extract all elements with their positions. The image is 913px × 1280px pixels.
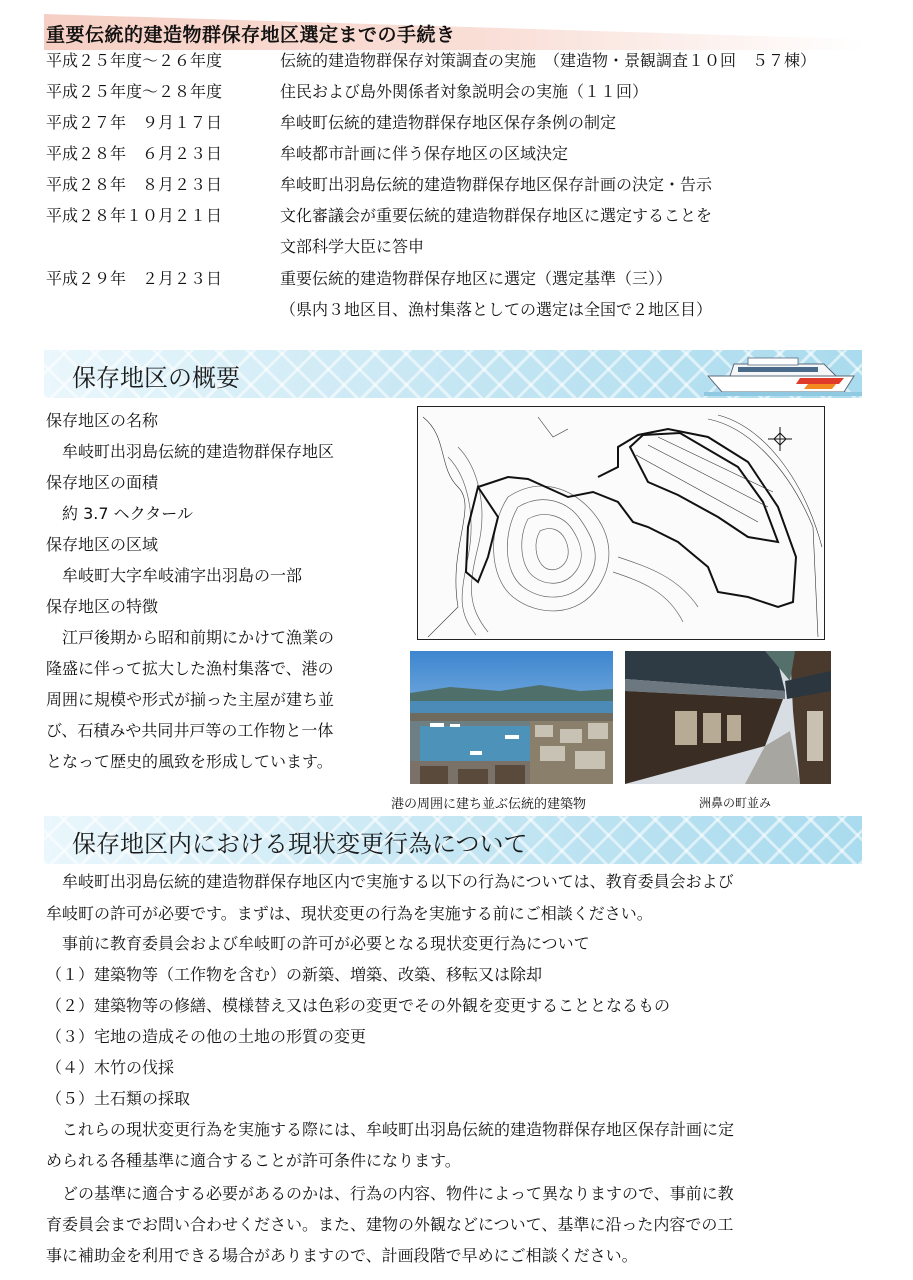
overview-line: 約 3.7 ヘクタール — [46, 504, 193, 523]
timeline-event: 牟岐町出羽島伝統的建造物群保存地区保存計画の決定・告示 — [280, 175, 713, 194]
overview-line: び、石積みや共同井戸等の工作物と一体 — [46, 721, 334, 740]
section-header-procedure — [44, 14, 864, 50]
overview-line: 江戸後期から昭和前期にかけて漁業の — [46, 628, 335, 647]
overview-line: 保存地区の区域 — [46, 535, 159, 554]
timeline-date: 平成２９年 ２月２３日 — [46, 269, 223, 288]
alteration-line: 育委員会までお問い合わせください。また、建物の外観などについて、基準に沿った内容での工 — [46, 1215, 734, 1234]
timeline-event: 牟岐町伝統的建造物群保存地区保存条例の制定 — [280, 113, 617, 132]
timeline-event: 伝統的建造物群保存対策調査の実施 （建造物・景観調査１０回 ５７棟） — [280, 51, 817, 70]
alteration-line: （２）建築物等の修繕、模様替え又は色彩の変更でその外観を変更することとなるもの — [46, 996, 671, 1015]
alteration-line: （１）建築物等（工作物を含む）の新築、増築、改築、移転又は除却 — [46, 965, 543, 984]
harbor-photo-caption: 港の周囲に建ち並ぶ伝統的建築物 — [391, 797, 587, 812]
section-banner-alteration — [44, 816, 862, 864]
overview-line: 保存地区の名称 — [46, 411, 159, 430]
street-photo — [625, 651, 831, 784]
district-map — [417, 406, 825, 640]
timeline-date: 平成２７年 ９月１７日 — [46, 113, 223, 132]
alteration-line: 牟岐町の許可が必要です。まずは、現状変更の行為を実施する前にご相談ください。 — [46, 904, 653, 923]
overview-line: 隆盛に伴って拡大した漁村集落で、港の — [46, 659, 334, 678]
section-title: 保存地区の概要 — [72, 364, 240, 392]
timeline-event: （県内３地区目、漁村集落としての選定は全国で２地区目） — [280, 300, 713, 319]
timeline-date: 平成２５年度～２８年度 — [46, 82, 223, 101]
section-banner-overview — [44, 350, 862, 398]
alteration-line: 事に補助金を利用できる場合がありますので、計画段階で早めにご相談ください。 — [46, 1246, 638, 1265]
alteration-line: （４）木竹の伐採 — [46, 1058, 175, 1077]
alteration-line: （５）土石類の採取 — [46, 1089, 191, 1108]
alteration-line: 事前に教育委員会および牟岐町の許可が必要となる現状変更行為について — [46, 934, 590, 953]
alteration-line: どの基準に適合する必要があるのかは、行為の内容、物件によって異なりますので、事前に教 — [46, 1184, 734, 1203]
timeline-date: 平成２５年度～２６年度 — [46, 51, 223, 70]
overview-line: 周囲に規模や形式が揃った主屋が建ち並 — [46, 690, 335, 709]
street-photo-caption: 洲鼻の町並み — [699, 796, 772, 810]
timeline-event: 重要伝統的建造物群保存地区に選定（選定基準（三）） — [280, 269, 673, 288]
alteration-line: められる各種基準に適合することが許可条件になります。 — [46, 1151, 461, 1170]
overview-line: 牟岐町出羽島伝統的建造物群保存地区 — [46, 442, 335, 461]
timeline-event: 住民および島外関係者対象説明会の実施（１１回） — [280, 82, 649, 101]
section-title: 保存地区内における現状変更行為について — [72, 830, 528, 858]
timeline-event: 文部科学大臣に答申 — [280, 237, 425, 256]
section-title: 重要伝統的建造物群保存地区選定までの手続き — [46, 24, 456, 46]
timeline-date: 平成２８年１０月２１日 — [46, 206, 223, 225]
alteration-line: （３）宅地の造成その他の土地の形質の変更 — [46, 1027, 367, 1046]
timeline-event: 牟岐都市計画に伴う保存地区の区域決定 — [280, 144, 569, 163]
timeline-date: 平成２８年 ６月２３日 — [46, 144, 223, 163]
timeline-event: 文化審議会が重要伝統的建造物群保存地区に選定することを — [280, 206, 713, 225]
timeline-date: 平成２８年 ８月２３日 — [46, 175, 223, 194]
overview-line: 牟岐町大字牟岐浦字出羽島の一部 — [46, 566, 303, 585]
harbor-photo — [410, 651, 613, 784]
overview-line: 保存地区の特徴 — [46, 597, 159, 616]
overview-line: 保存地区の面積 — [46, 473, 159, 492]
alteration-line: 牟岐町出羽島伝統的建造物群保存地区内で実施する以下の行為については、教育委員会および — [46, 872, 734, 891]
alteration-line: これらの現状変更行為を実施する際には、牟岐町出羽島伝統的建造物群保存地区保存計画に定 — [46, 1120, 735, 1139]
overview-line: となって歴史的風致を形成しています。 — [46, 752, 333, 771]
ferry-icon — [704, 352, 862, 398]
